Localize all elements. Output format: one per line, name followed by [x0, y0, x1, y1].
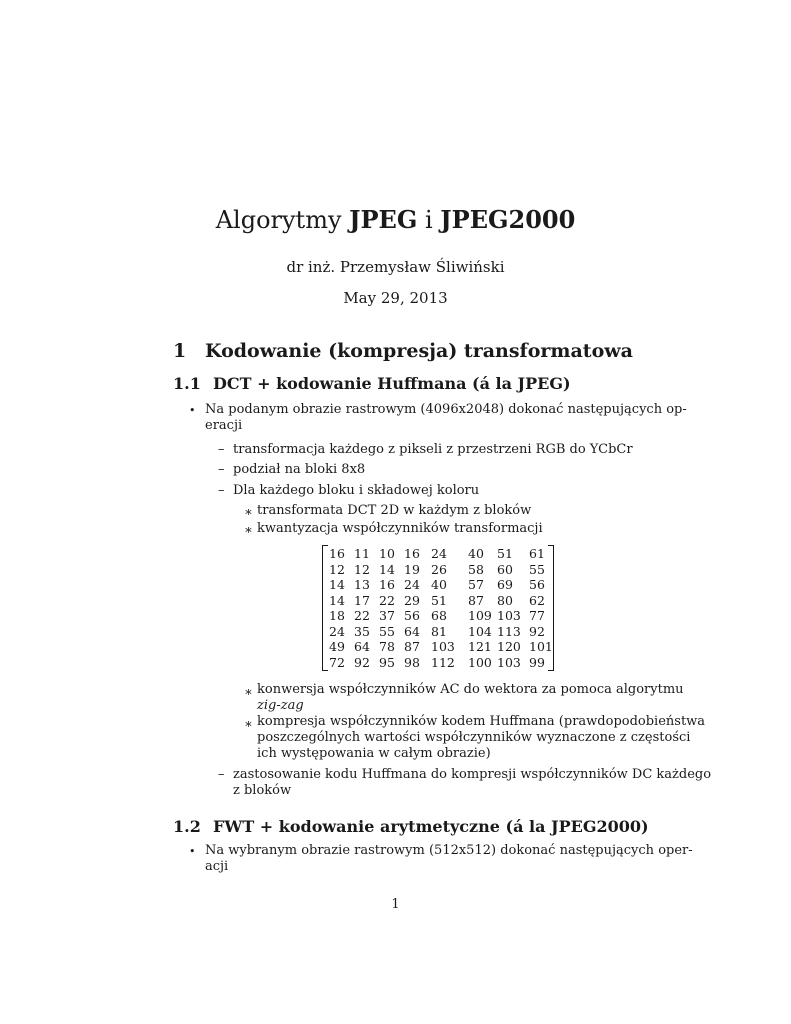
matrix-cell: 16 — [329, 546, 345, 561]
subsection-1-2-number: 1.2 — [173, 817, 201, 836]
dash-item-2: podział na bloki 8x8 — [233, 462, 366, 477]
matrix-cell: 69 — [497, 577, 513, 592]
matrix-cell: 58 — [468, 561, 484, 577]
section-1-title: Kodowanie (kompresja) transformatowa — [205, 340, 633, 362]
star-item-2: kwantyzacja współczynników transformacji — [257, 521, 543, 536]
matrix-cell: 92 — [354, 654, 370, 670]
matrix-cell: 87 — [468, 592, 484, 608]
matrix-cell: 12 — [329, 561, 345, 577]
matrix-cell: 16 — [379, 577, 395, 592]
matrix-cell: 56 — [529, 577, 545, 592]
matrix-cell: 87 — [404, 639, 420, 654]
matrix-cell: 49 — [329, 639, 345, 654]
matrix-cell: 56 — [404, 608, 420, 623]
matrix-cell: 120 — [497, 639, 521, 654]
item-2-line-2: acji — [205, 859, 229, 874]
matrix-row — [329, 562, 553, 578]
dash-icon: – — [218, 442, 225, 457]
matrix-cell: 22 — [354, 608, 370, 623]
matrix-cell: 113 — [497, 623, 521, 639]
left-bracket — [322, 545, 328, 671]
matrix-cell: 104 — [468, 623, 492, 639]
matrix-row — [329, 546, 553, 562]
matrix-row — [329, 639, 553, 655]
matrix-cell: 12 — [354, 561, 370, 577]
bullet-icon: • — [189, 845, 196, 858]
matrix-row — [329, 608, 553, 624]
document-title: Algorytmy JPEG i JPEG2000 — [215, 205, 576, 234]
matrix-cell: 72 — [329, 654, 345, 670]
matrix-cell: 100 — [468, 654, 492, 670]
item-2-line-1: Na wybranym obrazie rastrowym (512x512) dokonać następujących oper- — [205, 843, 693, 858]
star-item-1: transformata DCT 2D w każdym z bloków — [257, 503, 532, 518]
matrix-cell: 24 — [431, 546, 447, 561]
matrix-cell: 121 — [468, 639, 492, 654]
matrix-cell: 51 — [431, 592, 447, 608]
subsection-1-1-number: 1.1 — [173, 374, 201, 393]
matrix-row — [329, 655, 553, 671]
matrix-cell: 61 — [529, 546, 545, 561]
matrix-cell: 64 — [354, 639, 370, 654]
matrix-cell: 92 — [529, 623, 545, 639]
matrix-cell: 26 — [431, 561, 447, 577]
matrix-cell: 14 — [379, 561, 395, 577]
matrix-cell: 62 — [529, 592, 545, 608]
matrix-cell: 16 — [404, 546, 420, 561]
quantization-matrix — [322, 545, 554, 671]
matrix-cell: 60 — [497, 561, 513, 577]
star-item-4-line-2: poszczególnych wartości współczynników wyznaczone z częstości — [257, 730, 691, 745]
matrix-cell: 68 — [431, 608, 447, 623]
matrix-cell: 103 — [497, 608, 521, 623]
matrix-cell: 64 — [404, 623, 420, 639]
dash-item-1: transformacja każdego z pikseli z przestrzeni RGB do YCbCr — [233, 442, 633, 457]
matrix-cell: 14 — [329, 577, 345, 592]
item-1-line-1: Na podanym obrazie rastrowym (4096x2048) dokonać następujących op- — [205, 402, 687, 417]
matrix-cell: 103 — [431, 639, 455, 654]
matrix-cell: 81 — [431, 623, 447, 639]
matrix-cell: 37 — [379, 608, 395, 623]
matrix-cell: 40 — [431, 577, 447, 592]
dash-icon: – — [218, 462, 225, 477]
matrix-cell: 24 — [329, 623, 345, 639]
matrix-cell: 40 — [468, 546, 484, 561]
matrix-cell: 101 — [529, 639, 553, 654]
matrix-cell: 109 — [468, 608, 492, 623]
date: May 29, 2013 — [343, 289, 448, 307]
matrix-cell: 24 — [404, 577, 420, 592]
dash-item-4-line-1: zastosowanie kodu Huffmana do kompresji współczynników DC każdego — [233, 767, 712, 782]
dash-item-4-line-2: z bloków — [233, 783, 292, 798]
page-number: 1 — [391, 897, 400, 912]
matrix-cell: 51 — [497, 546, 513, 561]
asterisk-icon: ∗ — [244, 505, 253, 520]
matrix-table — [329, 546, 553, 670]
matrix-cell: 29 — [404, 592, 420, 608]
matrix-row — [329, 577, 553, 593]
star-item-3-line-2: zig-zag — [257, 698, 304, 713]
subsection-1-2-title: FWT + kodowanie arytmetyczne (á la JPEG2000) — [213, 817, 649, 836]
matrix-cell: 55 — [529, 561, 545, 577]
matrix-cell: 57 — [468, 577, 484, 592]
matrix-cell: 35 — [354, 623, 370, 639]
asterisk-icon: ∗ — [244, 685, 253, 700]
star-item-3-line-1: konwersja współczynników AC do wektora za pomoca algorytmu — [257, 682, 684, 697]
matrix-cell: 19 — [404, 561, 420, 577]
asterisk-icon: ∗ — [244, 523, 253, 538]
matrix-cell: 17 — [354, 592, 370, 608]
matrix-cell: 14 — [329, 592, 345, 608]
matrix-row — [329, 593, 553, 609]
dash-icon: – — [218, 767, 225, 782]
matrix-cell: 80 — [497, 592, 513, 608]
matrix-cell: 77 — [529, 608, 545, 623]
matrix-cell: 103 — [497, 654, 521, 670]
dash-icon: – — [218, 483, 225, 498]
matrix-cell: 98 — [404, 654, 420, 670]
subsection-1-1-title: DCT + kodowanie Huffmana (á la JPEG) — [213, 374, 571, 393]
matrix-cell: 22 — [379, 592, 395, 608]
star-item-4-line-1: kompresja współczynników kodem Huffmana (prawdopodobieństwa — [257, 714, 706, 729]
matrix-cell: 78 — [379, 639, 395, 654]
matrix-cell: 55 — [379, 623, 395, 639]
dash-item-3: Dla każdego bloku i składowej koloru — [233, 483, 480, 498]
matrix-cell: 95 — [379, 654, 395, 670]
asterisk-icon: ∗ — [244, 717, 253, 732]
star-item-4-line-3: ich występowania w całym obrazie) — [257, 746, 491, 761]
matrix-cell: 112 — [431, 654, 455, 670]
author: dr inż. Przemysław Śliwiński — [286, 258, 505, 276]
section-1-number: 1 — [173, 340, 187, 362]
matrix-cell: 10 — [379, 546, 395, 561]
matrix-cell: 18 — [329, 608, 345, 623]
matrix-cell: 13 — [354, 577, 370, 592]
matrix-row — [329, 624, 553, 640]
matrix-cell: 99 — [529, 654, 545, 670]
bullet-icon: • — [189, 404, 196, 417]
matrix-cell: 11 — [354, 546, 370, 561]
item-1-line-2: eracji — [205, 418, 243, 433]
